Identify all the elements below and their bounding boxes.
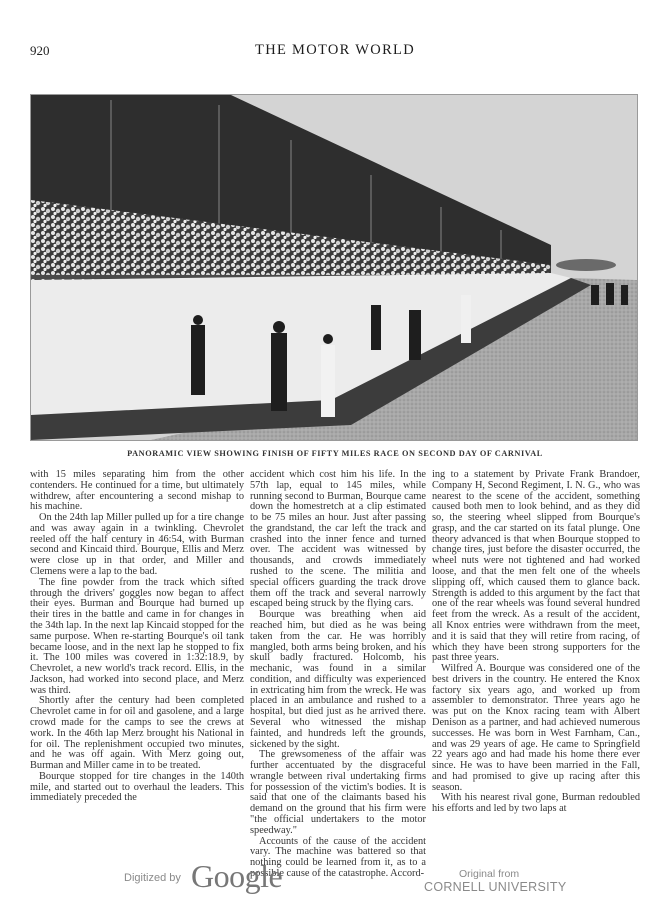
institution-label: CORNELL UNIVERSITY bbox=[424, 880, 567, 894]
trees bbox=[556, 259, 616, 271]
original-from-label: Original from bbox=[459, 868, 520, 880]
running-title: THE MOTOR WORLD bbox=[255, 42, 415, 58]
grandstand-photo bbox=[31, 95, 637, 440]
paragraph: Wilfred A. Bourque was considered one of the best drivers in the country. He entered the Knox factory six years ago, and worked up from assembler to demonstrator. Three years ago he was put on the Knox racing team with Albert Denison as a partner, and had achieved numerous successes. He was born in West Farnham, Can., and was 29 years of age. He came to Springfield 22 years ago and had made his home there ever since. He was to have been married in the Fall, and had promised to give up racing after this season. bbox=[432, 663, 640, 793]
paragraph: On the 24th lap Miller pulled up for a tire change and was away again in a twinkling. Chevrolet reeled off the half century in 46:54, with Burman second and Kincaid third. Bourque, Ellis and Merz were close up in that order, and Miller and Clemens were a lap to the bad. bbox=[30, 512, 244, 578]
paragraph: Shortly after the century had been completed Chevrolet came in for oil and gasolene, and a large crowd made for the camps to see the crews at work. In the 46th lap Merz brought his National in for oil. The replenishment occupied two minutes, and he was off again. With Merz going out, Burman and Miller came in to be treated. bbox=[30, 695, 244, 772]
page-number: 920 bbox=[30, 43, 50, 58]
google-logo: Google bbox=[191, 858, 283, 894]
text-column-1 bbox=[30, 470, 244, 804]
paragraph: With his nearest rival gone, Burman redoubled his efforts and led by two laps at bbox=[432, 792, 640, 815]
photograph bbox=[30, 94, 638, 441]
paragraph: with 15 miles separating him from the other contenders. He continued for a time, but ultimately withdrew, after encountering a second mishap to his machine. bbox=[30, 469, 244, 513]
digitized-by-label: Digitized by bbox=[124, 872, 181, 884]
paragraph: The grewsomeness of the affair was further accentuated by the disgraceful wrangle between rival undertaking firms for possession of the victim's bodies. It is said that one of the claimants based his demand on the ground that his firm were "the official undertakers to the motor speedway." bbox=[250, 749, 426, 836]
paragraph: accident which cost him his life. In the 57th lap, equal to 145 miles, while running second to Burman, Bourque came down the homestretch at a clip estimated to be 75 miles an hour. Just after passing the grandstand, the car left the track and crashed into the inner fence and turned over. The accident was witnessed by thousands, and crowds immediately rushed to the scene. The militia and special officers guarding the track drove them off the track and several narrowly escaped being struck by the flying cars. bbox=[250, 469, 426, 610]
paragraph: Bourque stopped for tire changes in the 140th mile, and started out to overhaul the leaders. This immediately preceded the bbox=[30, 770, 244, 804]
paragraph: Accounts of the cause of the accident vary. The machine was battered so that nothing could be learned from it, as to a possible cause of the catastrophe. Accord- bbox=[250, 835, 426, 879]
paragraph: The fine powder from the track which sifted through the drivers' goggles now began to affect their eyes. Burman and Bourque had burned up their tires in the battle and came in for changes in the 34th lap. In the next lap Kincaid stopped for the same purpose. When re-starting Bourque's oil tank became loose, and in the next lap he stopped to fix it. The 100 miles was covered in 1:32:18.9, by Chevrolet, a new world's track record. Ellis, in the Jackson, had worked into second place, and Merz was third. bbox=[30, 576, 244, 696]
text-column-2 bbox=[250, 470, 426, 880]
paragraph: Bourque was breathing when aid reached him, but died as he was being taken from the car. He was horribly mangled, both arms being broken, and his skull badly fractured. Holcomb, his mechanic, was found in a similar condition, and difficulty was experienced in extricating him from the wreck. He was placed in an ambulance and rushed to a hospital, but died just as he arrived there. Several who witnessed the mishap fainted, and hundreds left the grounds, sickened by the sight. bbox=[250, 609, 426, 750]
figure-caption: PANORAMIC VIEW SHOWING FINISH OF FIFTY MILES RACE ON SECOND DAY OF CARNIVAL bbox=[127, 449, 543, 458]
text-column-3 bbox=[432, 470, 640, 815]
paragraph: ing to a statement by Private Frank Brandoer, Company H, Second Regiment, I. N. G., who was nearest to the scene of the accident, something caused both men to look behind, and as they did so, the steering wheel slipped from Bourque's grasp, and the car started on its fatal plunge. One theory advanced is that when Bourque stopped to change tires, just before the disaster occurred, the wheel nuts were not tightened and had worked loose, and that the men felt one of the wheels slipping off, which caused them to glance back. Strength is added to this argument by the fact that one of the rear wheels was found several hundred feet from the wreck. As a result of the accident, all Knox entries were withdrawn from the meet, and it is said that they will retire from racing, of which they have been strong supporters for the past three years. bbox=[432, 469, 640, 664]
